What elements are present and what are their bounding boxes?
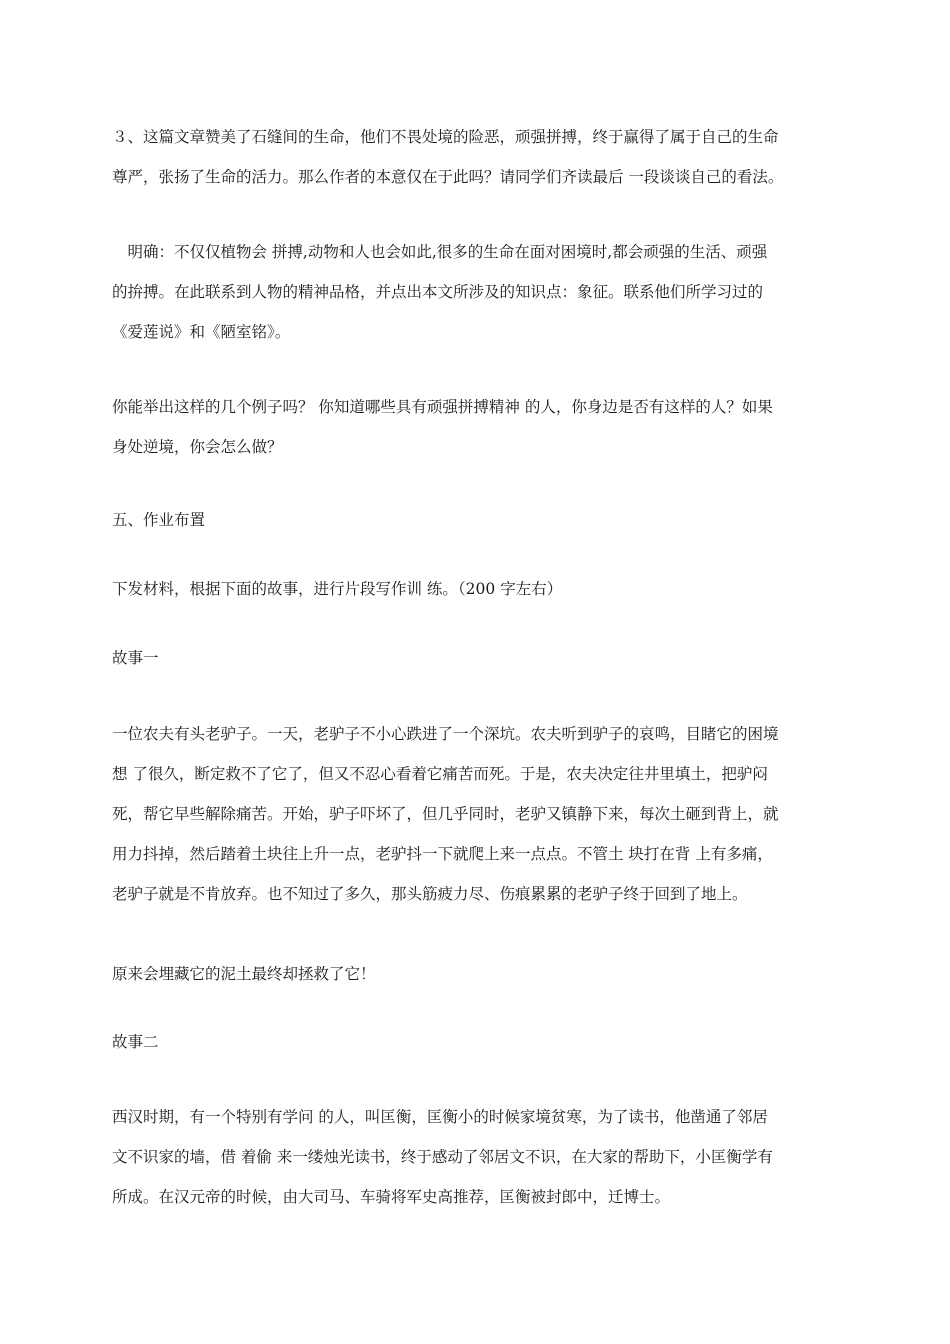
text-line: 《爱莲说》和《陋室铭》。 [112, 323, 291, 341]
text-line: 尊严，张扬了生命的活力。那么作者的本意仅在于此吗？请同学们齐读最后 一段谈谈自己的看法。 [112, 168, 784, 186]
text-line: 用力抖掉，然后踏着土块往上升一点，老驴抖一下就爬上来一点点。不管土 块打在背 上有多痛， [112, 845, 773, 863]
text-line: 原来会埋藏它的泥土最终却拯救了它！ [112, 965, 376, 983]
paragraph-question-3 [112, 117, 838, 197]
heading-story-one [112, 638, 838, 678]
text-line: 西汉时期，有一个特别有学问 的人，叫匡衡，匡衡小的时候家境贫寒，为了读书，他凿通了邻居 [112, 1108, 768, 1126]
heading-homework [112, 500, 838, 540]
text-line: 五、作业布置 [112, 511, 206, 529]
paragraph-story-two [112, 1097, 838, 1217]
text-line: 文不识家的墙，借 着偷 来一缕烛光读书，终于感动了邻居文不识，在大家的帮助下，小匡衡学有 [112, 1148, 773, 1166]
paragraph-story-one-conclusion [112, 954, 838, 994]
paragraph-story-one [112, 714, 838, 914]
paragraph-material [112, 569, 838, 609]
text-line: 明确：不仅仅植物会 拼搏,动物和人也会如此,很多的生命在面对困境时,都会顽强的生活、顽强 [112, 243, 768, 261]
text-line: 你能举出这样的几个例子吗？ 你知道哪些具有顽强拼搏精神 的人，你身边是否有这样的人？如果 [112, 398, 773, 416]
paragraph-examples-question [112, 387, 838, 467]
text-line: 下发材料，根据下面的故事，进行片段写作训 练。（200 字左右） [112, 580, 563, 598]
text-line: 故事二 [112, 1033, 159, 1051]
text-line: 想 了很久，断定救不了它了，但又不忍心看着它痛苦而死。于是，农夫决定往井里填土，把驴闷 [112, 765, 768, 783]
heading-story-two [112, 1022, 838, 1062]
paragraph-clarification [112, 232, 838, 352]
text-line: 老驴子就是不肯放弃。也不知过了多久，那头筋疲力尽、伤痕累累的老驴子终于回到了地上。 [112, 885, 748, 903]
text-line: ３、这篇文章赞美了石缝间的生命，他们不畏处境的险恶，顽强拼搏，终于赢得了属于自己的生命 [112, 128, 779, 146]
text-line: 所成。在汉元帝的时候，由大司马、车骑将军史高推荐，匡衡被封郎中，迁博士。 [112, 1188, 671, 1206]
text-line: 的拚搏。在此联系到人物的精神品格，并点出本文所涉及的知识点：象征。联系他们所学习过的 [112, 283, 764, 301]
text-line: 死，帮它早些解除痛苦。开始，驴子吓坏了，但几乎同时，老驴又镇静下来，每次土砸到背上，就 [112, 805, 779, 823]
text-line: 身处逆境，你会怎么做？ [112, 438, 283, 456]
text-line: 一位农夫有头老驴子。一天，老驴子不小心跌进了一个深坑。农夫听到驴子的哀鸣，目睹它的困境 [112, 725, 779, 743]
text-line: 故事一 [112, 649, 159, 667]
